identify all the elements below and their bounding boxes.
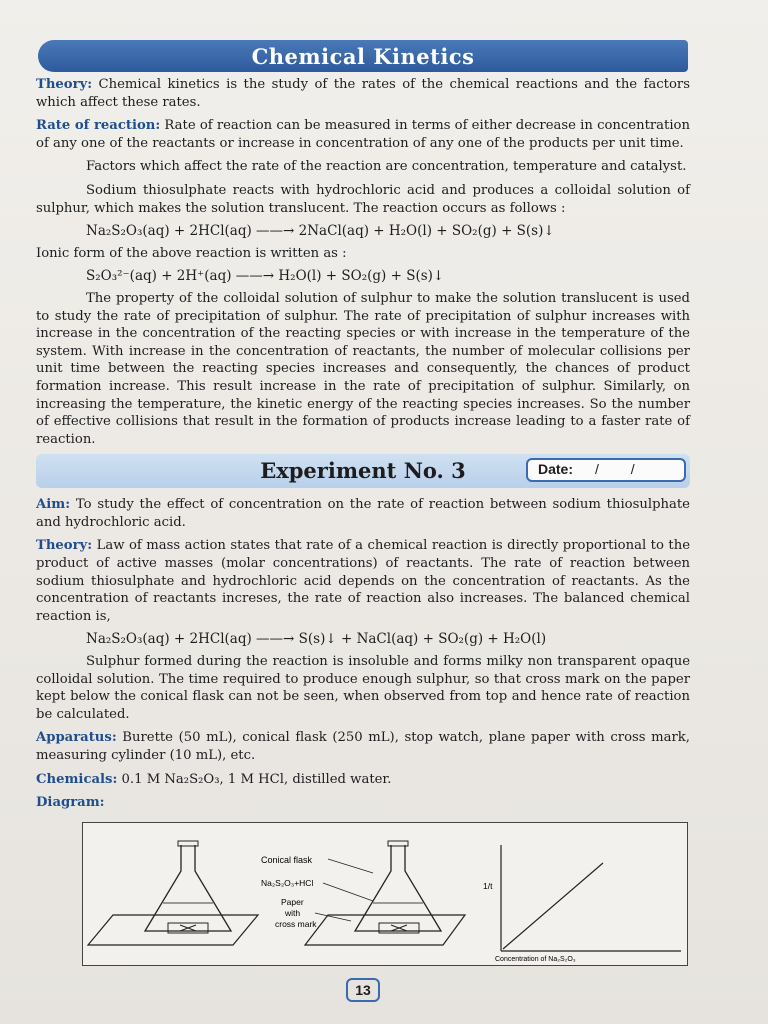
exp-theory-label: Theory: [36, 538, 93, 554]
pointer-mixture [323, 883, 373, 901]
date-box[interactable] [526, 458, 686, 482]
theory-paragraph [36, 76, 690, 111]
flask-left-icon [145, 845, 231, 931]
theory-text: Chemical kinetics is the study of the rates of the chemical reactions and the factors which affect these rates. [36, 77, 690, 110]
property-paragraph: The property of the colloidal solution of sulphur to make the solution translucent is used to study the rate of precipitation of sulphur. The rate of precipitation of sulphur increases with increase in the concentration of the reacting species or with increase in the temperature of the system. With increase in the concentration of reactants, the number of molecular collisions per unit time between the reacting species increases and consequently, the chances of product formation increase. This result increase in the rate of precipitation of sulphur. Similarly, on increasing the temperature, the kinetic energy of the reacting species increases. So the number of effective collisions that result in the formation of products increase leading to a faster rate of reaction. [36, 290, 690, 447]
graph-y-label: 1/t [483, 881, 493, 891]
equation-3: Na₂S₂O₃(aq) + 2HCl(aq) ——→ S(s)↓ + NaCl(aq) + SO₂(g) + H₂O(l) [86, 631, 547, 648]
equation-1: Na₂S₂O₃(aq) + 2HCl(aq) ——→ 2NaCl(aq) + H₂O(l) + SO₂(g) + S(s)↓ [86, 223, 555, 240]
diagram-svg [83, 823, 687, 965]
theory-label: Theory: [36, 77, 93, 92]
aim-paragraph [36, 496, 690, 531]
chemicals-paragraph [36, 771, 690, 789]
flask-right-icon [355, 845, 441, 931]
graph-line [503, 863, 603, 949]
experiment-title: Experiment No. 3 [260, 458, 466, 484]
apparatus-diagram [82, 822, 688, 966]
exp-theory-paragraph [36, 537, 690, 625]
sulphur-paragraph: Sulphur formed during the reaction is insoluble and forms milky non transparent opaque colloidal solution. The time required to produce enough sulphur, so that cross mark on the paper kept below the conical flask can not be seen, when observed from top and hence rate of reaction be calculated. [36, 654, 690, 722]
label-mixture: Na₂S₂O₃+HCl [261, 878, 314, 888]
factors-paragraph: Factors which affect the rate of the reaction are concentration, temperature and catalyst. [86, 159, 687, 175]
sodium-paragraph: Sodium thiosulphate reacts with hydrochloric acid and produces a colloidal solution of sulphur, which makes the solution translucent. The reaction occurs as follows : [36, 182, 690, 216]
ionic-intro: Ionic form of the above reaction is written as : [36, 245, 347, 261]
chapter-title: Chemical Kinetics [251, 43, 475, 69]
chemicals-text: 0.1 M Na₂S₂O₃, 1 M HCl, distilled water. [121, 771, 392, 787]
label-paper-2: with [285, 908, 301, 918]
pointer-flask [328, 859, 373, 873]
aim-label: Aim: [36, 497, 71, 513]
content [36, 76, 690, 812]
page-number: 13 [346, 978, 380, 1002]
cross-mark-right-icon [391, 925, 407, 931]
rate-paragraph [36, 117, 690, 152]
label-paper-1: Paper [281, 897, 304, 907]
date-label: Date: [538, 461, 574, 478]
label-paper-3: cross mark [275, 919, 317, 929]
rate-label: Rate of reaction: [36, 118, 161, 134]
pointer-paper [315, 913, 351, 921]
label-conical-flask: Conical flask [261, 855, 313, 865]
exp-theory-text: Law of mass action states that rate of a chemical reaction is directly proportional to the product of active masses (molar concentrations) of reactants. The rate of reaction between sodium thiosulphate and hydrochloric acid depends on the concentration of reactants. As the concentration of reactants increses, the rate of reaction also increases. The balanced chemical reaction is, [36, 538, 690, 624]
cross-mark-left-icon [180, 925, 196, 931]
date-value: / / [595, 461, 649, 478]
apparatus-text: Burette (50 mL), conical flask (250 mL), stop watch, plane paper with cross mark, measuring cylinder (10 mL), etc. [36, 730, 690, 763]
aim-text: To study the effect of concentration on the rate of reaction between sodium thiosulphate and hydrochloric acid. [36, 497, 690, 530]
chemicals-label: Chemicals: [36, 771, 118, 787]
equation-2: S₂O₃²⁻(aq) + 2H⁺(aq) ——→ H₂O(l) + SO₂(g) + S(s)↓ [86, 268, 445, 285]
rate-text: Rate of reaction can be measured in terms of either decrease in concentration of any one of the reactants or increase in concentration of any one of the products per unit time. [36, 118, 690, 151]
paper-left-shape [88, 915, 258, 945]
diagram-label: Diagram: [36, 795, 105, 811]
experiment-header [36, 454, 690, 488]
chapter-banner [38, 40, 688, 72]
graph-x-label: Concentration of Na₂S₂O₃ [495, 956, 576, 963]
apparatus-paragraph [36, 729, 690, 764]
apparatus-label: Apparatus: [36, 730, 117, 746]
